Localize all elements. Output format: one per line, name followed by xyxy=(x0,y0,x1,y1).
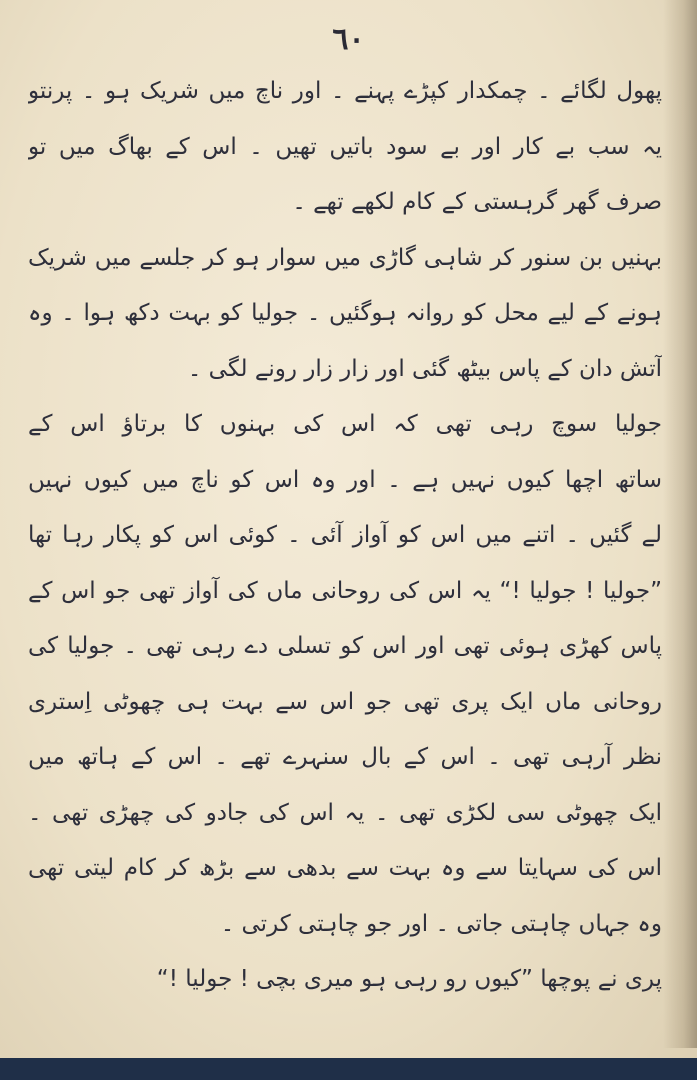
text-line-2: یہ سب بے کار اور بے سود باتیں تھیں ۔ اس کے بھاگ میں تو xyxy=(28,133,662,160)
text-line-6: آتش دان کے پاس بیٹھ گئی اور زار زار رونے لگی ۔ xyxy=(187,355,662,382)
text-line-4: بہنیں بن سنور کر شاہی گاڑی میں سوار ہو کر جلسے میں شریک xyxy=(28,244,662,271)
spine-shadow xyxy=(663,0,697,1048)
text-line-5: ہونے کے لیے محل کو روانہ ہوگئیں ۔ جولیا کو بہت دکھ ہوا ۔ وہ xyxy=(28,300,662,326)
text-line-9: لے گئیں ۔ اتنے میں اس کو آواز آئی ۔ کوئی اس کو پکار رہا تھا xyxy=(28,522,662,548)
text-line-14: ایک چھوٹی سی لکڑی تھی ۔ یہ اس کی جادو کی چھڑی تھی ۔ xyxy=(28,799,662,826)
text-line-7: جولیا سوچ رہی تھی کہ اس کی بہنوں کا برتاؤ اس کے xyxy=(28,411,662,437)
text-line-3: صرف گھر گرہستی کے کام لکھے تھے ۔ xyxy=(292,189,662,215)
bottom-edge-bar xyxy=(0,1058,697,1080)
page-number: ٦٠ xyxy=(332,22,365,57)
text-line-12: روحانی ماں ایک پری تھی جو اس سے بہت ہی چھوٹی اِستری xyxy=(28,688,662,715)
text-line-10: ”جولیا ! جولیا !“ یہ اس کی روحانی ماں کی آواز تھی جو اس کے xyxy=(28,577,662,604)
text-line-16: وہ جہاں چاہتی جاتی ۔ اور جو چاہتی کرتی ۔ xyxy=(220,910,662,937)
text-line-8: ساتھ اچھا کیوں نہیں ہے ۔ اور وہ اس کو ناچ میں کیوں نہیں xyxy=(28,466,662,493)
page-text-body xyxy=(28,64,662,1008)
text-line-15: اس کی سہایتا سے وہ بہت سے بدھی سے بڑھ کر کام لیتی تھی xyxy=(28,855,662,881)
text-line-13: نظر آرہی تھی ۔ اس کے بال سنہرے تھے ۔ اس کے ہاتھ میں xyxy=(28,744,662,770)
text-line-11: پاس کھڑی ہوئی تھی اور اس کو تسلی دے رہی تھی ۔ جولیا کی xyxy=(28,633,662,659)
text-line-17: پری نے پوچھا ”کیوں رو رہی ہو میری بچی ! جولیا !“ xyxy=(156,966,662,992)
text-line-1: پھول لگائے ۔ چمکدار کپڑے پہنے ۔ اور ناچ میں شریک ہو ۔ پرنتو xyxy=(28,78,662,104)
